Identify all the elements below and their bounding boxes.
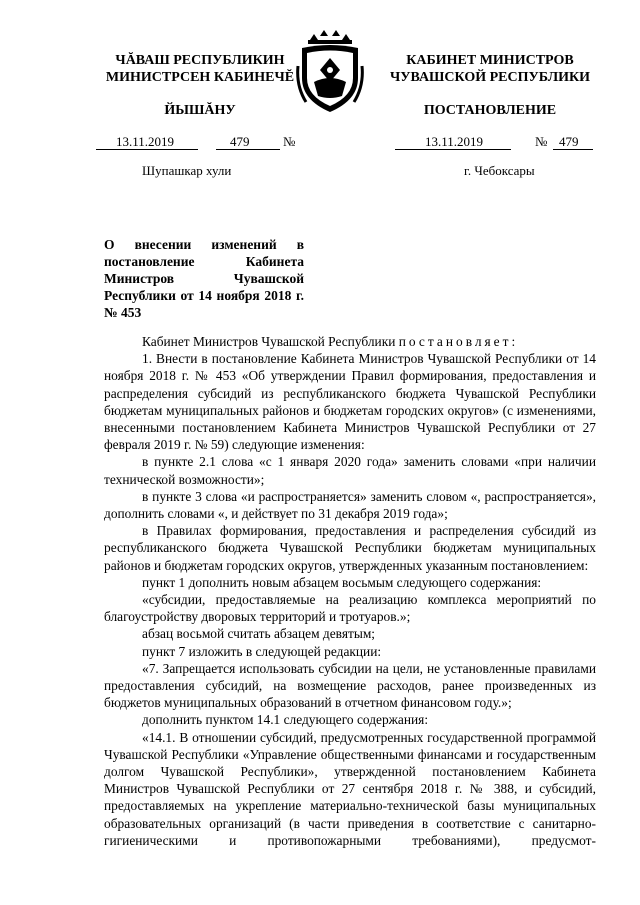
document-body — [104, 333, 596, 849]
paragraph-8: пункт 7 изложить в следующей редакции: — [142, 643, 382, 659]
right-date: 13.11.2019 — [425, 134, 484, 149]
paragraph-6: «субсидии, предоставляемые на реализацию комплекса мероприятий по благоустройству дворовых территорий и тротуаров.»; — [104, 592, 596, 625]
paragraph-7: абзац восьмой считать абзацем девятым; — [142, 626, 376, 642]
intro-verb: постановляет: — [398, 334, 519, 349]
document-title: О внесении изменений в постановление Кабинета Министров Чувашской Республики от 14 ноября 2018 г. № 453 — [104, 237, 304, 320]
paragraph-9: «7. Запрещается использовать субсидии на цели, не установленные правилами предоставления субсидий, на возмещение расходов, ранее произведенных из бюджетов муниципальных образований в отчетном финансовом году.»; — [104, 660, 596, 711]
intro-paragraph — [104, 333, 596, 350]
paragraph-5: пункт 1 дополнить новым абзацем восьмым следующего содержания: — [142, 574, 542, 590]
right-org-line2: ЧУВАШСКОЙ РЕСПУБЛИКИ — [389, 70, 591, 85]
left-org-line2: МИНИСТРСЕН КАБИНЕЧĔ — [105, 70, 295, 85]
left-number: 479 — [230, 134, 250, 149]
left-date: 13.11.2019 — [116, 134, 175, 149]
paragraph-3: в пункте 3 слова «и распространяется» заменить словом «, распространяется», дополнить словами «, и действует по 31 декабря 2019 года»; — [104, 488, 596, 522]
paragraph-4: в Правилах формирования, предоставления и распределения субсидий из республиканского бюджета Чувашской Республики бюджетам муниципальных районов и бюджетам городских округов, утвержденных указанным постановлением: — [104, 523, 596, 573]
right-doc-type: ПОСТАНОВЛЕНИЕ — [423, 103, 557, 118]
right-city: г. Чебоксары — [464, 163, 535, 178]
paragraph-2: в пункте 2.1 слова «с 1 января 2020 года» заменить словами «при наличии технической возможности»; — [104, 454, 596, 487]
paragraph-1: 1. Внести в постановление Кабинета Министров Чувашской Республики от 14 ноября 2018 г. № 453 «Об утверждении Правил формирования, предоставления и распределения субсидий из республиканского бюджета Чувашской Республики бюджетам муниципальных районов и бюджетам городских округов» (с изменениями, внесенными постановлением Кабинета Министров Чувашской Республики от 27 февраля 2019 г. № 59) следующие изменения: — [104, 351, 596, 453]
paragraph-10: дополнить пунктом 14.1 следующего содержания: — [142, 712, 429, 728]
left-date-line — [96, 134, 304, 150]
right-number-sign: № — [535, 134, 548, 149]
intro-prefix: Кабинет Министров Чувашской Республики — [142, 334, 396, 349]
emblem — [296, 26, 364, 116]
right-number: 479 — [559, 134, 579, 149]
left-org-line1: ЧĂВАШ РЕСПУБЛИКИН — [115, 53, 285, 68]
left-city: Шупашкар хули — [142, 163, 232, 178]
right-date-line — [395, 134, 595, 150]
left-doc-type: ЙЫШĂНУ — [164, 103, 236, 118]
left-number-sign: № — [283, 134, 296, 149]
right-org-line1: КАБИНЕТ МИНИСТРОВ — [406, 53, 574, 68]
paragraph-11: «14.1. В отношении субсидий, предусмотренных государственной программой Чувашской Республики «Управление общественными финансами и государственным долгом Чувашской Республики», утвержденной постановлением Кабинета Министров Чувашской Республики от 27 сентября 2018 г. № 388, и субсидий, предоставляемых на укрепление материально-технической базы муниципальных образовательных организаций (в части приведения в соответствие с санитарно-гигиеническими и противопожарными требованиями), предусмот- — [104, 729, 596, 848]
